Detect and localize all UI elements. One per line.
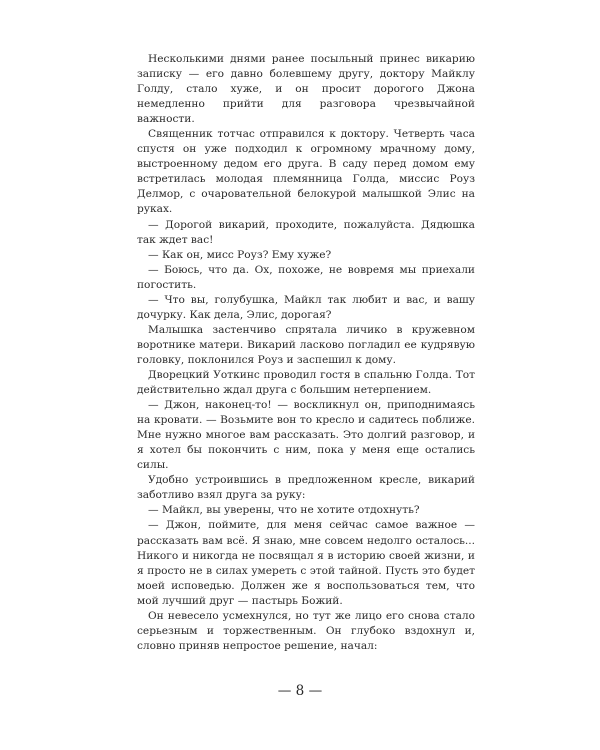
paragraph: Священник тотчас отправился к доктору. Четверть часа спустя он уже подходил к огромному мрачному дому, выстроенному дедом его друга. В саду перед домом ему встретилась молодая племянница Голда, миссис Роуз Делмор, с очаровательной белокурой малышкой Элис на руках. bbox=[137, 128, 475, 216]
dialogue-line: — Джон, наконец-то! — воскликнул он, приподнимаясь на кровати. — Возьмите вон то кресло и садитесь поближе. Мне нужно многое вам рассказать. Это долгий разговор, и я хотел бы покончить с ним, пока у меня еще остались силы. bbox=[137, 399, 475, 472]
dialogue-line: — Джон, поймите, для меня сейчас самое важное — рассказать вам всё. Я знаю, мне совсем недолго осталось... Никого и никогда не посвящал я в историю своей жизни, и я просто не в силах умереть с этой тайной. Пусть это будет моей исповедью. Должен же я воспользоваться тем, что мой лучший друг — пастырь Божий. bbox=[137, 519, 475, 607]
dialogue-line: — Майкл, вы уверены, что не хотите отдохнуть? bbox=[148, 504, 420, 517]
dialogue-line: — Дорогой викарий, проходите, пожалуйста. Дядюшка так ждет вас! bbox=[137, 218, 475, 246]
paragraph: Он невесело усмехнулся, но тут же лицо его снова стало серьезным и торжественным. Он глубоко вздохнул и, словно приняв непростое решение, начал: bbox=[137, 609, 475, 652]
body-text bbox=[137, 52, 475, 654]
page-number: — 8 — bbox=[277, 683, 323, 699]
paragraph: Удобно устроившись в предложенном кресле, викарий заботливо взял друга за руку: bbox=[137, 474, 475, 502]
paragraph: Малышка застенчиво спрятала личико в кружевном воротнике матери. Викарий ласково погладил ее кудрявую головку, поклонился Роуз и заспешил к дому. bbox=[137, 323, 475, 366]
dialogue-line: — Что вы, голубушка, Майкл так любит и вас, и вашу дочурку. Как дела, Элис, дорогая? bbox=[137, 293, 475, 321]
paragraph: Дворецкий Уоткинс проводил гостя в спальню Голда. Тот действительно ждал друга с большим нетерпением. bbox=[137, 368, 475, 397]
paragraph: Несколькими днями ранее посыльный принес викарию записку — его давно болевшему другу, доктору Майклу Голду, стало хуже, и он просит дорогого Джона немедленно прийти для разговора чрезвычайной важности. bbox=[137, 53, 475, 126]
dialogue-line: — Боюсь, что да. Ох, похоже, не вовремя мы приехали погостить. bbox=[137, 263, 475, 291]
dialogue-line: — Как он, мисс Роуз? Ему хуже? bbox=[148, 248, 332, 261]
